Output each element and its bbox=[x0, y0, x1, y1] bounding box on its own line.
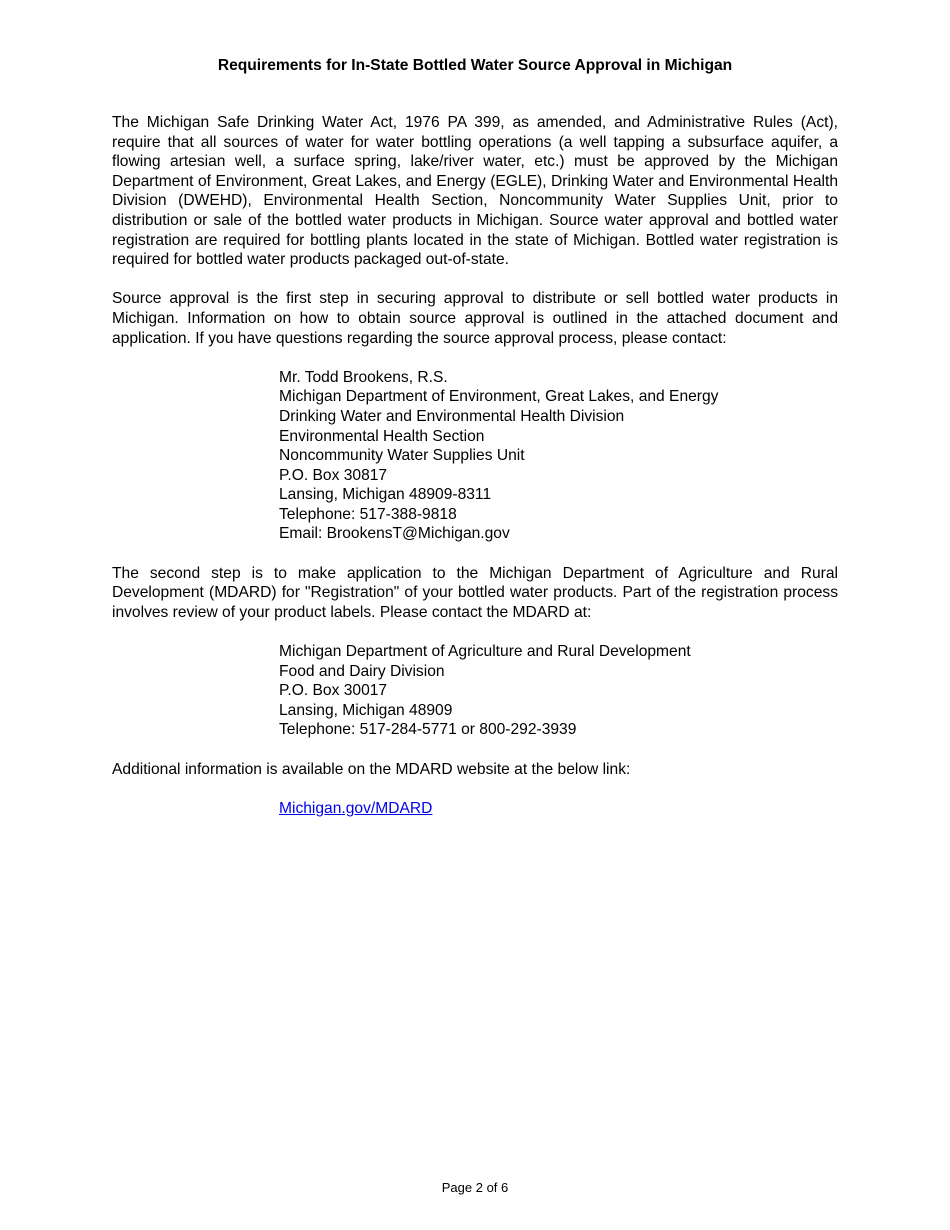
egle-contact-address bbox=[279, 368, 838, 544]
additional-info-paragraph: Additional information is available on the MDARD website at the below link: bbox=[112, 760, 631, 778]
mdard-contact-city: Lansing, Michigan 48909 bbox=[279, 701, 453, 719]
mdard-contact-po-box: P.O. Box 30017 bbox=[279, 682, 388, 700]
egle-contact-po-box: P.O. Box 30817 bbox=[279, 466, 388, 484]
mdard-website-link[interactable]: Michigan.gov/MDARD bbox=[279, 799, 433, 817]
egle-contact-city: Lansing, Michigan 48909-8311 bbox=[279, 486, 492, 504]
mdard-contact-division: Food and Dairy Division bbox=[279, 662, 445, 680]
egle-contact-telephone: Telephone: 517-388-9818 bbox=[279, 505, 457, 523]
intro-paragraph: The Michigan Safe Drinking Water Act, 1976 PA 399, as amended, and Administrative Rules (Act), require that all sources of water for water bottling operations (a well tapping a subsurface aquifer, a flowing artesian well, a surface spring, lake/river water, etc.) must be approved by the Michigan Department of Environment, Great Lakes, and Energy (EGLE), Drinking Water and Environmental Health Division (DWEHD), Environmental Health Section, Noncommunity Water Supplies Unit, prior to distribution or sale of the bottled water products in Michigan. Source water approval and bottled water registration are required for bottling plants located in the state of Michigan. Bottled water registration is required for bottled water products packaged out-of-state. bbox=[112, 114, 838, 269]
page-number: Page 2 of 6 bbox=[441, 1180, 509, 1195]
egle-contact-section: Environmental Health Section bbox=[279, 427, 485, 445]
mdard-link-container bbox=[279, 799, 838, 819]
egle-contact-division: Drinking Water and Environmental Health Division bbox=[279, 407, 625, 425]
second-step-paragraph: The second step is to make application to the Michigan Department of Agriculture and Rural Development (MDARD) for "Registration" of your bottled water products. Part of the registration process involves review of your product labels. Please contact the MDARD at: bbox=[112, 564, 838, 621]
mdard-contact-department: Michigan Department of Agriculture and Rural Development bbox=[279, 643, 691, 661]
egle-contact-unit: Noncommunity Water Supplies Unit bbox=[279, 447, 525, 465]
document-title: Requirements for In-State Bottled Water Source Approval in Michigan bbox=[217, 57, 733, 74]
source-approval-paragraph: Source approval is the first step in securing approval to distribute or sell bottled water products in Michigan. Information on how to obtain source approval is outlined in the attached document and application. If you have questions regarding the source approval process, please contact: bbox=[112, 290, 838, 347]
mdard-contact-address bbox=[279, 642, 838, 740]
mdard-contact-telephone: Telephone: 517-284-5771 or 800-292-3939 bbox=[279, 721, 577, 739]
egle-contact-name: Mr. Todd Brookens, R.S. bbox=[279, 368, 448, 386]
egle-contact-department: Michigan Department of Environment, Great Lakes, and Energy bbox=[279, 388, 719, 406]
document-body bbox=[112, 113, 838, 818]
egle-contact-email: Email: BrookensT@Michigan.gov bbox=[279, 525, 510, 543]
